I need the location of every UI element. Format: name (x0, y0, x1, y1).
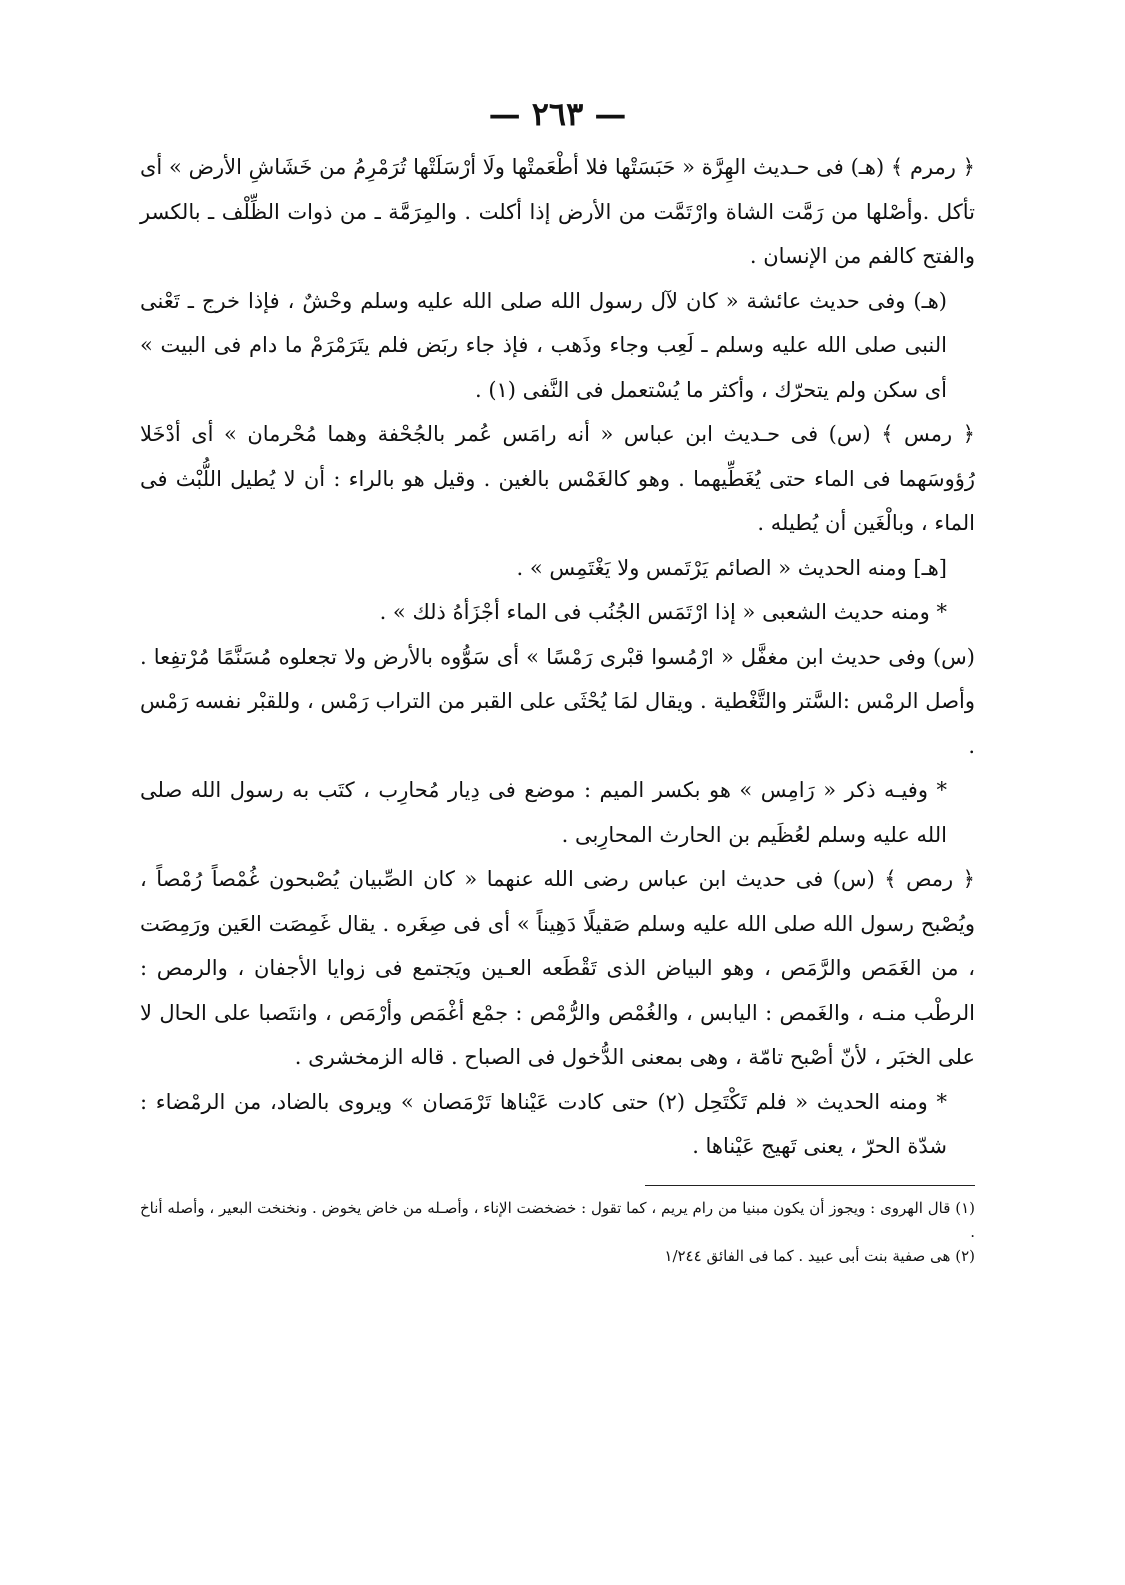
entry-paragraph-rms: ﴿ رمس ﴾ (س) فى حـديث ابن عباس « أنه رامَس عُمر بالجُحْفة وهما مُحْرمان » أى أدْخَلا رُؤوسَهما فى الماء حتى يُغَطِّيهما . وهو كالغَمْس بالغين . وقيل هو بالراء : أن لا يُطيل اللُّبْث فى الماء ، وبالْغَين أن يُطيله . (140, 422, 975, 535)
page-number: — ٢٦٣ — (488, 95, 627, 133)
hadith-paragraph-taktahil: * ومنه الحديث « فلم تَكْتَحِل (٢) حتى كادت عَيْناها تَرْمَصان » ويروى بالضاد، من الرمْضاء : شدّة الحرّ ، يعنى تَهيج عَيْناها . (140, 1089, 948, 1158)
hadith-paragraph-ibn-mughaffal: (س) وفى حديث ابن مغفَّل « ارْمُسوا قبْرى رَمْسًا » أى سَوُّوه بالأرض ولا تجعلوه مُسَنَّمًا مُرْتفِعا . وأصل الرمْس :السَّتر والتَّغْطية . ويقال لمَا يُحْثَى على القبر من التراب رَمْس ، وللقبْر نفسه رَمْس . (140, 644, 975, 758)
document-page (140, 95, 975, 1268)
footnote-2: (٢) هى صفية بنت أبى عبيد . كما فى الفائق ١/٢٤٤ (664, 1246, 975, 1265)
footnote-1: (١) قال الهروى : ويجوز أن يكون مبنيا من رام يريم ، كما تقول : خضخضت الإناء ، وأصـله من خاض يخوض . ونخنخت البعير ، وأصله أناخ . (140, 1198, 975, 1241)
entry-paragraph-rmrm: ﴿ رمرم ﴾ (هـ) فى حـديث الهِرَّة « حَبَسَتْها فلا أطْعَمتْها ولَا أرْسَلَتْها تُرَمْرِمُ من خَشَاشِ الأرض » أى تأكل .وأصْلها من رَمَّت الشاة وارْتَمَّت من الأرض إذا أكلت . والمِرَمَّة ـ من ذوات الظِّلْف ـ بالكسر والفتح كالفم من الإنسان . (140, 155, 975, 268)
hadith-paragraph-ramis: * وفيـه ذكر « رَامِس » هو بكسر الميم : موضع فى دِيار مُحارِب ، كتَب به رسول الله صلى الله عليه وسلم لعُظَيم بن الحارث المحارِبى . (140, 778, 947, 847)
hadith-paragraph-shabi: * ومنه حديث الشعبى « إذا ارْتَمَس الجُنُب فى الماء أجْزَأهُ ذلك » . (379, 600, 947, 624)
hadith-paragraph-aisha: (هـ) وفى حديث عائشة « كان لآل رسول الله صلى الله عليه وسلم وحْشٌ ، فإذا خرج ـ تَعْنى النبى صلى الله عليه وسلم ـ لَعِب وجاء وذَهب ، فإذ جاء ربَض فلم يتَرَمْرَمْ ما دام فى البيت » أى سكن ولم يتحرّك ، وأكثر ما يُسْتعمل فى النَّفى (١) . (140, 288, 947, 402)
entry-paragraph-rms-ibn-abbas: ﴿ رمص ﴾ (س) فى حديث ابن عباس رضى الله عنهما « كان الصِّبيان يُصْبحون غُمْصاً رُمْصاً ، ويُصْبح رسول الله صلى الله عليه وسلم صَقيلًا دَهِيناً » أى فى صِغَره . يقال غَمِصَت العَين ورَمِصَت ، من الغَمَص والرَّمَص ، وهو البياض الذى تَقْطَعه العـين ويَجتمع فى زوايا الأجفان ، والرمص : الرطْب منـه ، والغَمص : اليابس ، والغُمْص والرُّمْص : جمْع أغْمَص وأرْمَص ، وانتَصبا على الحال لا على الخبَر ، لأنّ أصْبح تامّة ، وهى بمعنى الدُّخول فى الصباح . قاله الزمخشرى . (140, 867, 975, 1069)
footnote-divider (645, 1185, 975, 1186)
hadith-paragraph-saim: [هـ] ومنه الحديث « الصائم يَرْتَمس ولا يَغْتَمِس » . (516, 555, 947, 580)
footnotes (140, 1196, 975, 1268)
